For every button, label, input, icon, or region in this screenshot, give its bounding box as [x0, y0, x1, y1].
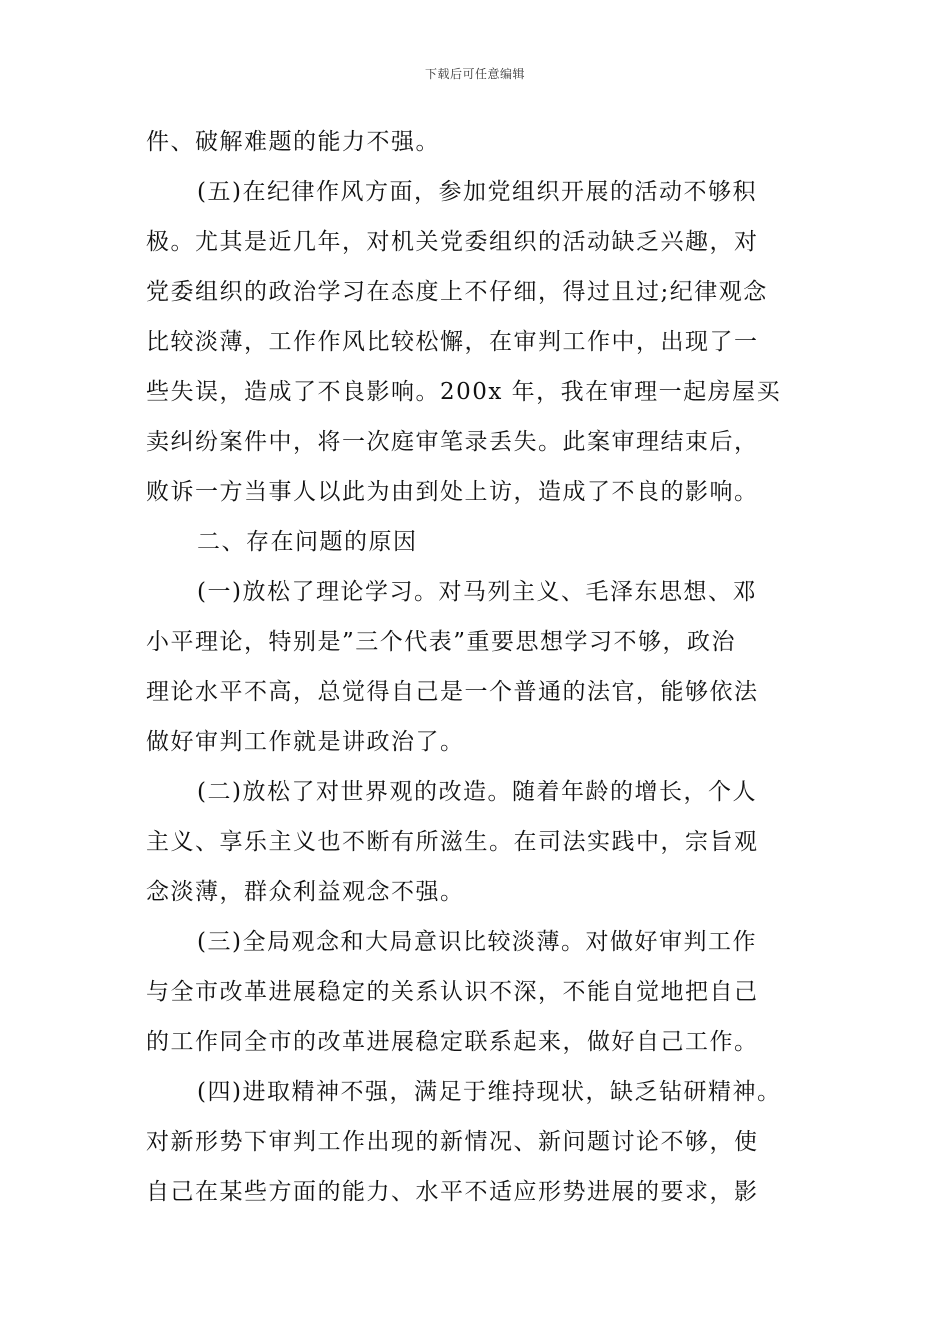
text-line: (二)放松了对世界观的改造。随着年龄的增长，个人 [197, 779, 757, 805]
section-heading: 二、存在问题的原因 [197, 529, 418, 555]
text-line: 自己在某些方面的能力、水平不适应形势进展的要求，影 [146, 1179, 759, 1205]
text-line: 做好审判工作就是讲政治了。 [146, 729, 465, 755]
text-line: 与全市改革进展稳定的关系认识不深，不能自觉地把自己 [146, 979, 759, 1005]
text-line: 小平理论，特别是”三个代表”重要思想学习不够，政治 [146, 629, 737, 655]
text-line: 理论水平不高，总觉得自己是一个普通的法官，能够依法 [146, 679, 759, 705]
text-line: 件、破解难题的能力不强。 [146, 129, 440, 155]
text-line: 党委组织的政治学习在态度上不仔细，得过且过;纪律观念 [146, 279, 768, 305]
text-line: 对新形势下审判工作出现的新情况、新问题讨论不够，使 [146, 1129, 759, 1155]
text-line: (五)在纪律作风方面，参加党组织开展的活动不够积 [197, 179, 757, 205]
text-line: 主义、享乐主义也不断有所滋生。在司法实践中，宗旨观 [146, 829, 759, 855]
text-line: 的工作同全市的改革进展稳定联系起来，做好自己工作。 [146, 1029, 759, 1055]
text-line: 卖纠纷案件中，将一次庭审笔录丢失。此案审理结束后， [146, 429, 759, 455]
text-line: (三)全局观念和大局意识比较淡薄。对做好审判工作 [197, 929, 757, 955]
text-line: (四)进取精神不强，满足于维持现状，缺乏钻研精神。 [197, 1079, 782, 1105]
text-line: 些失误，造成了不良影响。200x 年，我在审理一起房屋买 [146, 379, 782, 405]
text-line: 比较淡薄，工作作风比较松懈，在审判工作中，出现了一 [146, 329, 759, 355]
text-line: 败诉一方当事人以此为由到处上访，造成了不良的影响。 [146, 479, 759, 505]
text-line: 极。尤其是近几年，对机关党委组织的活动缺乏兴趣，对 [146, 229, 759, 255]
page-header: 下载后可任意编辑 [424, 67, 525, 81]
text-line: 念淡薄，群众利益观念不强。 [146, 879, 465, 905]
text-line: (一)放松了理论学习。对马列主义、毛泽东思想、邓 [197, 579, 757, 605]
